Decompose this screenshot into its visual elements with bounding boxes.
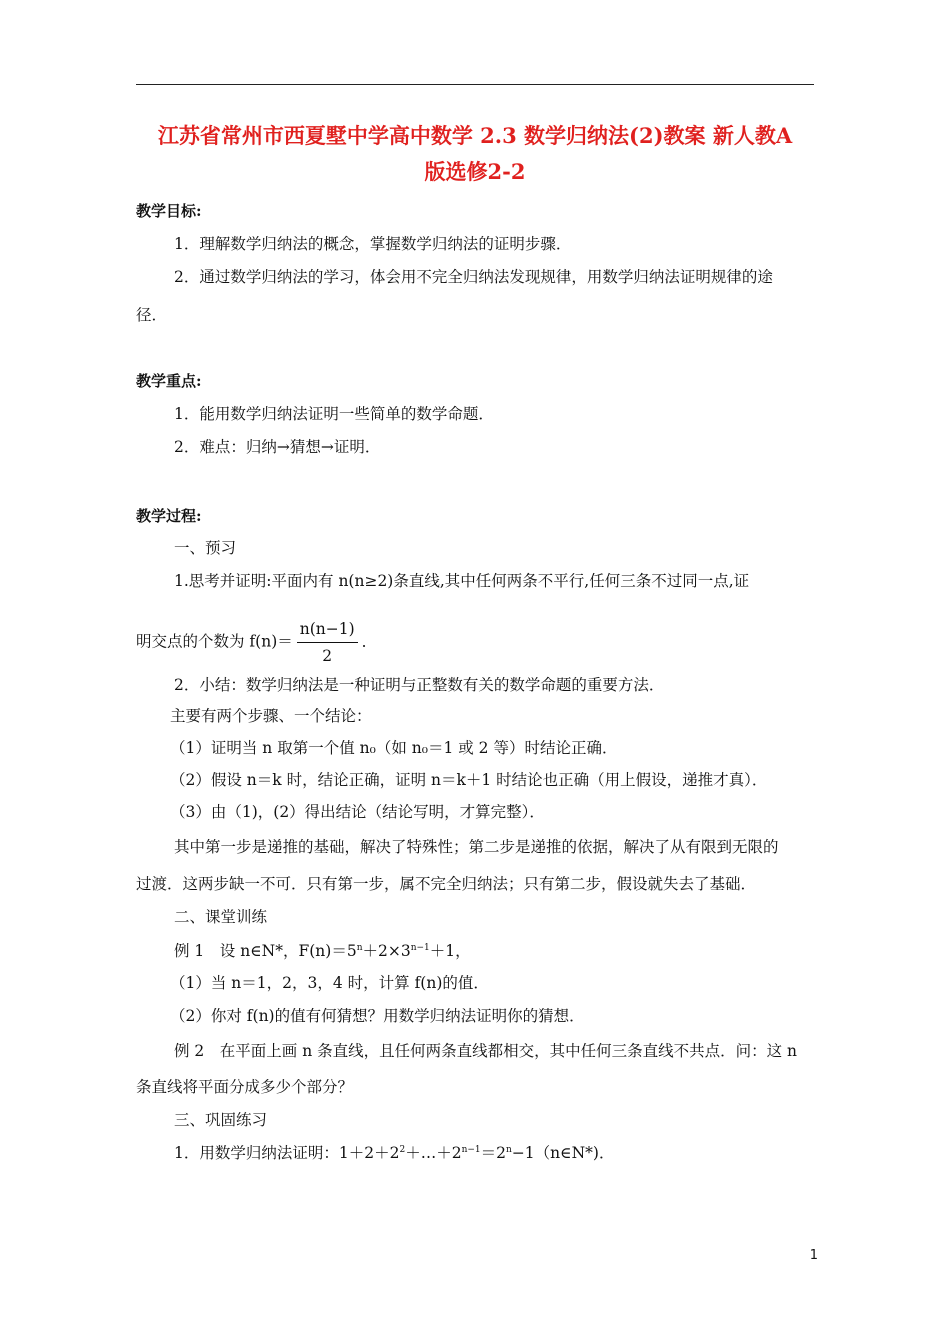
example-2-line-1: 例 2 在平面上画 n 条直线，且任何两条直线都相交，其中任何三条直线不共点．问：这 n xyxy=(174,1042,798,1060)
goal-item-1: 1．理解数学归纳法的概念，掌握数学归纳法的证明步骤． xyxy=(174,235,572,253)
question-1-line-2 xyxy=(136,618,377,667)
goal-item-2-line-2: 径． xyxy=(136,306,168,324)
fraction-denominator: 2 xyxy=(322,647,333,665)
paragraph-line-1: 其中第一步是递推的基础，解决了特殊性；第二步是递推的依据，解决了从有限到无限的 xyxy=(174,838,779,856)
example-2-line-2: 条直线将平面分成多少个部分？ xyxy=(136,1078,354,1096)
exponent: n xyxy=(356,943,363,953)
practice-1-part: 1．用数学归纳法证明：1＋2＋2 xyxy=(174,1144,400,1162)
practice-1-part: ＝2 xyxy=(480,1144,507,1162)
goal-item-2-line-1: 2．通过数学归纳法的学习，体会用不完全归纳法发现规律，用数学归纳法证明规律的途 xyxy=(174,268,773,286)
question-1-formula-suffix: ． xyxy=(361,632,378,651)
example-1-part: ＋1， xyxy=(429,942,471,960)
exponent: n−1 xyxy=(410,943,430,953)
keypoint-item-1: 1．能用数学归纳法证明一些简单的数学命题． xyxy=(174,405,494,423)
exponent: n xyxy=(506,1145,512,1155)
practice-1 xyxy=(174,1142,614,1164)
title-line-2: 版选修2-2 xyxy=(424,159,526,184)
step-3: （3）由（1)，(2）得出结论（结论写明，才算完整）． xyxy=(170,803,545,821)
exponent: n−1 xyxy=(461,1145,481,1155)
section-1-title: 一、预习 xyxy=(174,539,237,557)
document-title xyxy=(130,118,820,190)
practice-1-part: ＋…＋2 xyxy=(405,1144,462,1162)
example-1-part: ＋2×3 xyxy=(362,942,411,960)
process-heading: 教学过程: xyxy=(136,507,202,525)
example-1-part: 例 1 设 n∈N*，F(n)＝5 xyxy=(174,942,357,960)
page-number: 1 xyxy=(809,1248,818,1263)
question-1-line-1: 1.思考并证明:平面内有 n(n≥2)条直线,其中任何两条不平行,任何三条不过同一点,证 xyxy=(174,572,750,590)
exponent: 2 xyxy=(399,1145,406,1155)
step-1: （1）证明当 n 取第一个值 n₀（如 n₀＝1 或 2 等）时结论正确． xyxy=(170,739,618,757)
header-rule xyxy=(136,84,814,85)
summary-line-1: 2．小结：数学归纳法是一种证明与正整数有关的数学命题的重要方法． xyxy=(174,676,665,694)
example-1-question-2: （2）你对 f(n)的值有何猜想？用数学归纳法证明你的猜想． xyxy=(170,1007,585,1025)
section-2-title: 二、课堂训练 xyxy=(174,908,268,926)
example-1 xyxy=(174,940,471,962)
paragraph-line-2: 过渡．这两步缺一不可．只有第一步，属不完全归纳法；只有第二步，假设就失去了基础． xyxy=(136,875,757,893)
section-3-title: 三、巩固练习 xyxy=(174,1111,268,1129)
fraction xyxy=(297,618,358,667)
goals-heading: 教学目标: xyxy=(136,202,202,220)
example-1-question-1: （1）当 n＝1，2，3，4 时，计算 f(n)的值． xyxy=(170,974,489,992)
practice-1-part: −1（n∈N*)． xyxy=(511,1144,615,1162)
step-2: （2）假设 n＝k 时，结论正确，证明 n＝k＋1 时结论也正确（用上假设，递推才真）． xyxy=(170,771,768,789)
keypoint-item-2: 2．难点：归纳→猜想→证明． xyxy=(174,438,381,456)
keypoints-heading: 教学重点: xyxy=(136,372,202,390)
question-1-formula-prefix: 明交点的个数为 f(n)＝ xyxy=(136,632,293,651)
summary-line-2: 主要有两个步骤、一个结论： xyxy=(170,707,372,725)
title-line-1: 江苏省常州市西夏墅中学高中数学 2.3 数学归纳法(2)教案 新人教A xyxy=(157,123,793,148)
fraction-numerator: n(n−1) xyxy=(297,618,358,643)
